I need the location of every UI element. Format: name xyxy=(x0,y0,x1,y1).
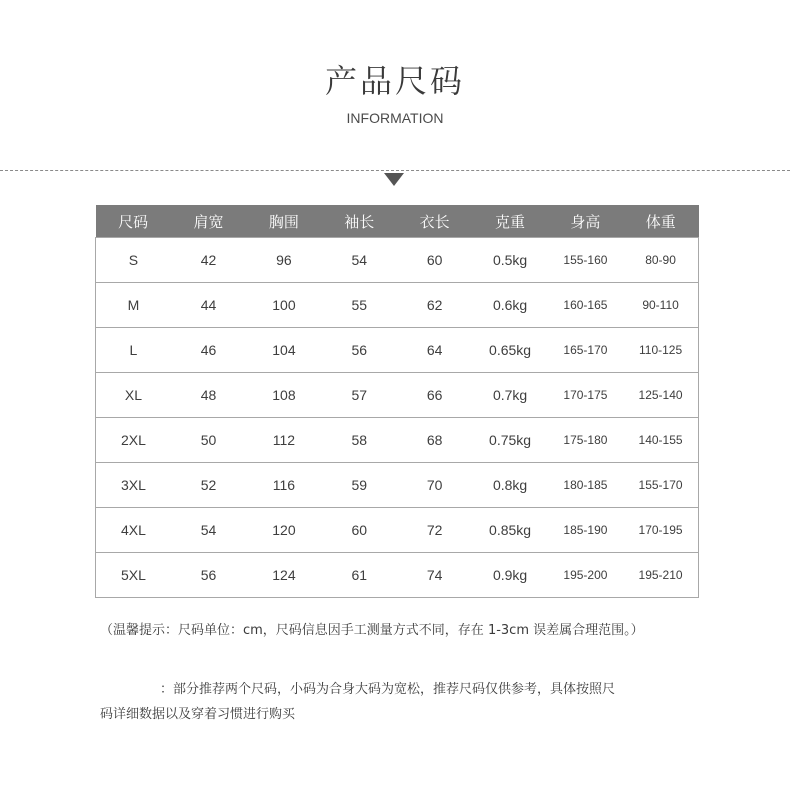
table-row xyxy=(96,463,699,508)
column-header-shoulder: 肩宽 xyxy=(171,205,246,238)
cell-height: 160-165 xyxy=(548,283,623,328)
cell-shoulder: 50 xyxy=(171,418,246,463)
cell-weight-grams: 0.8kg xyxy=(472,463,547,508)
cell-size: L xyxy=(96,328,171,373)
cell-shoulder: 44 xyxy=(171,283,246,328)
cell-length: 70 xyxy=(397,463,472,508)
table-header-row xyxy=(96,205,699,238)
cell-chest: 104 xyxy=(246,328,321,373)
cell-length: 62 xyxy=(397,283,472,328)
cell-weight-grams: 0.9kg xyxy=(472,553,547,598)
cell-chest: 108 xyxy=(246,373,321,418)
cell-shoulder: 56 xyxy=(171,553,246,598)
cell-body-weight: 110-125 xyxy=(623,328,698,373)
cell-size: S xyxy=(96,238,171,283)
cell-size: 5XL xyxy=(96,553,171,598)
cell-height: 180-185 xyxy=(548,463,623,508)
column-header-weight-grams: 克重 xyxy=(472,205,547,238)
cell-height: 165-170 xyxy=(548,328,623,373)
note-line-2: 码详细数据以及穿着习惯进行购买 xyxy=(100,707,296,722)
cell-sleeve: 55 xyxy=(322,283,397,328)
cell-length: 60 xyxy=(397,238,472,283)
cell-length: 72 xyxy=(397,508,472,553)
table-row xyxy=(96,508,699,553)
size-table xyxy=(95,205,699,598)
cell-body-weight: 80-90 xyxy=(623,238,698,283)
cell-weight-grams: 0.7kg xyxy=(472,373,547,418)
cell-size: 4XL xyxy=(96,508,171,553)
cell-chest: 116 xyxy=(246,463,321,508)
cell-shoulder: 52 xyxy=(171,463,246,508)
cell-body-weight: 125-140 xyxy=(623,373,698,418)
table-row xyxy=(96,283,699,328)
table-row xyxy=(96,418,699,463)
cell-size: M xyxy=(96,283,171,328)
table-row xyxy=(96,373,699,418)
cell-chest: 124 xyxy=(246,553,321,598)
cell-sleeve: 56 xyxy=(322,328,397,373)
cell-shoulder: 42 xyxy=(171,238,246,283)
cell-size: XL xyxy=(96,373,171,418)
column-header-chest: 胸围 xyxy=(246,205,321,238)
table-row xyxy=(96,553,699,598)
cell-shoulder: 46 xyxy=(171,328,246,373)
cell-sleeve: 59 xyxy=(322,463,397,508)
cell-sleeve: 61 xyxy=(322,553,397,598)
cell-chest: 112 xyxy=(246,418,321,463)
cell-size: 3XL xyxy=(96,463,171,508)
cell-length: 68 xyxy=(397,418,472,463)
measurement-tip: （温馨提示：尺码单位：cm，尺码信息因手工测量方式不同，存在 1-3cm 误差属合理范围。） xyxy=(100,623,644,638)
column-header-length: 衣长 xyxy=(397,205,472,238)
page-subtitle: INFORMATION xyxy=(346,110,444,126)
cell-weight-grams: 0.75kg xyxy=(472,418,547,463)
table-row xyxy=(96,328,699,373)
dashed-divider xyxy=(0,170,790,171)
page-title: 产品尺码 xyxy=(324,62,465,100)
cell-body-weight: 155-170 xyxy=(623,463,698,508)
note-line-1: ：部分推荐两个尺码，小码为合身大码为宽松，推荐尺码仅供参考，具体按照尺 xyxy=(160,682,616,697)
cell-shoulder: 48 xyxy=(171,373,246,418)
cell-length: 74 xyxy=(397,553,472,598)
cell-sleeve: 54 xyxy=(322,238,397,283)
cell-body-weight: 170-195 xyxy=(623,508,698,553)
cell-height: 155-160 xyxy=(548,238,623,283)
cell-body-weight: 195-210 xyxy=(623,553,698,598)
cell-length: 64 xyxy=(397,328,472,373)
column-header-size: 尺码 xyxy=(96,205,171,238)
cell-height: 185-190 xyxy=(548,508,623,553)
column-header-sleeve: 袖长 xyxy=(322,205,397,238)
table-row xyxy=(96,238,699,283)
cell-sleeve: 60 xyxy=(322,508,397,553)
size-recommendation-note xyxy=(100,677,690,727)
cell-height: 170-175 xyxy=(548,373,623,418)
cell-weight-grams: 0.85kg xyxy=(472,508,547,553)
cell-sleeve: 58 xyxy=(322,418,397,463)
column-header-body-weight: 体重 xyxy=(623,205,698,238)
cell-shoulder: 54 xyxy=(171,508,246,553)
column-header-height: 身高 xyxy=(548,205,623,238)
cell-chest: 100 xyxy=(246,283,321,328)
triangle-down-icon xyxy=(384,173,404,186)
cell-body-weight: 140-155 xyxy=(623,418,698,463)
cell-body-weight: 90-110 xyxy=(623,283,698,328)
cell-size: 2XL xyxy=(96,418,171,463)
cell-chest: 120 xyxy=(246,508,321,553)
cell-chest: 96 xyxy=(246,238,321,283)
cell-height: 195-200 xyxy=(548,553,623,598)
cell-height: 175-180 xyxy=(548,418,623,463)
cell-weight-grams: 0.6kg xyxy=(472,283,547,328)
cell-sleeve: 57 xyxy=(322,373,397,418)
cell-length: 66 xyxy=(397,373,472,418)
cell-weight-grams: 0.5kg xyxy=(472,238,547,283)
cell-weight-grams: 0.65kg xyxy=(472,328,547,373)
